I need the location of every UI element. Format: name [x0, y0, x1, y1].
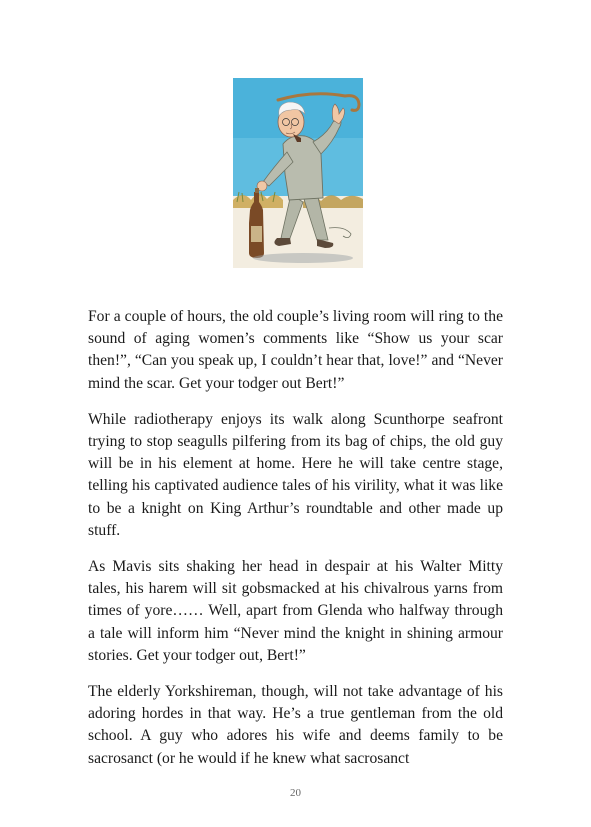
- illustration-old-man-with-cane: [233, 78, 363, 268]
- paragraph-4: The elderly Yorkshireman, though, will not take advantage of his adoring hordes in that way. He’s a true gentleman from the old school. A guy who adores his wife and deems family to be sacrosanct (or he would if he knew what sacrosanct: [88, 683, 503, 767]
- paragraph-1: For a couple of hours, the old couple’s living room will ring to the sound of aging women’s comments like “Show us your scar then!”, “Can you speak up, I couldn’t hear that, love!” and “Never mind the scar. Get your todger out Bert!”: [88, 308, 503, 392]
- body-text: [88, 306, 503, 784]
- watercolor-illustration: [233, 78, 363, 268]
- page-number: 20: [290, 787, 301, 799]
- paragraph-3: As Mavis sits shaking her head in despair at his Walter Mitty tales, his harem will sit gobsmacked at his chivalrous yarns from times of yore…… Well, apart from Glenda who halfway through a tale will inform him “Never mind the knight in shining armour stories. Get your todger out, Bert!”: [88, 558, 503, 664]
- paragraph-2: While radiotherapy enjoys its walk along Scunthorpe seafront trying to stop seagulls pilfering from its bag of chips, the old guy will be in his element at home. Here he will take centre stage, telling his captivated audience tales of his virility, what it was like to be a knight on King Arthur’s roundtable and other made up stuff.: [88, 410, 503, 539]
